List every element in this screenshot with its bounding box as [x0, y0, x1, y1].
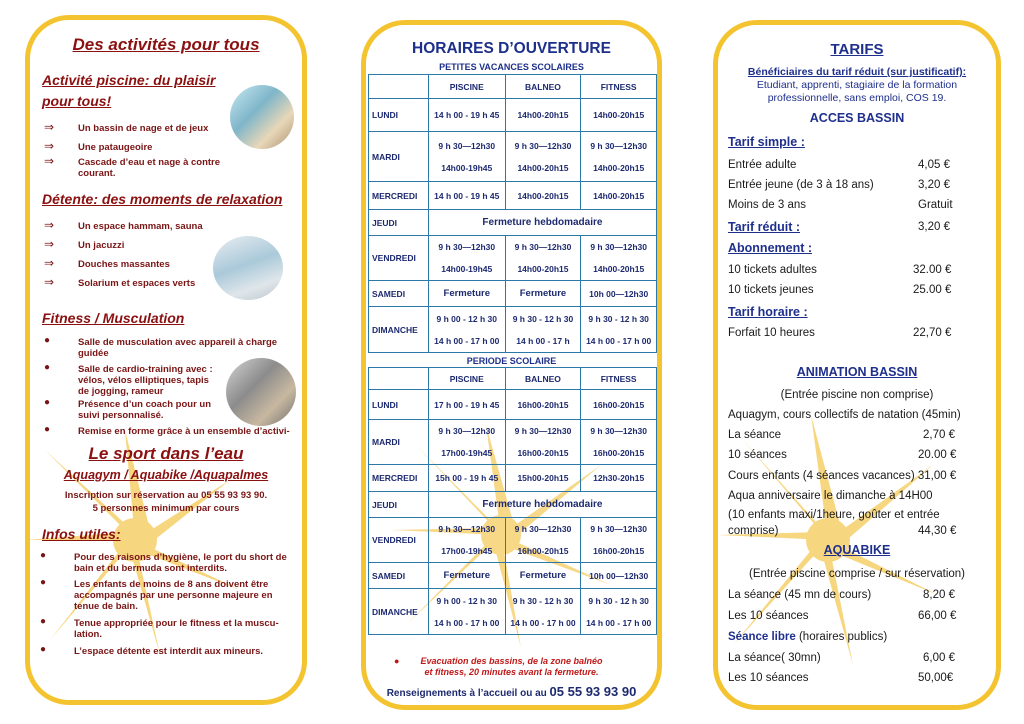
price-value: 3,20 €: [918, 221, 950, 233]
hours-cell: 14 h 00 - 17 h: [516, 335, 570, 346]
subscription-heading: Abonnement :: [728, 241, 813, 255]
closure-cell: Fermeture: [428, 281, 505, 307]
info-item-3-line1: Tenue appropriée pour le fitness et la muscu-: [74, 618, 279, 629]
pool-photo: [230, 85, 294, 149]
price-label: Moins de 3 ans: [728, 199, 806, 211]
hours-cell: 9 h 30—12h30: [514, 140, 572, 151]
column-header: PISCINE: [428, 75, 505, 99]
hours-cell: 16h00-20h15: [517, 546, 569, 556]
price-label: Les 10 séances: [728, 672, 809, 684]
aqua-birthday-label: Aqua anniversaire le dimanche à 14H00: [728, 490, 933, 502]
hours-cell: 9 h 30 - 12 h 30: [512, 313, 574, 324]
aquagym-label: Aquagym, cours collectifs de natation (45min): [728, 409, 961, 421]
price-value: 20.00 €: [918, 449, 957, 461]
price-label: 10 séances: [728, 449, 787, 461]
hours-cell: 10h 00—12h30: [581, 281, 657, 307]
price-label: La séance( 30mn): [728, 652, 821, 664]
bullet-icon: ●: [44, 397, 51, 408]
hours-cell: 14h00-20h15: [505, 182, 581, 210]
price-label: Entrée adulte: [728, 159, 797, 171]
column-header: BALNEO: [505, 75, 581, 99]
bullet-icon: ●: [394, 656, 400, 666]
price-value: 8,20 €: [923, 589, 955, 601]
day-label: JEUDI: [369, 492, 429, 518]
price-label: La séance (45 mn de cours): [728, 589, 872, 601]
contact-line: [366, 684, 657, 699]
hours-cell: 9 h 30—12h30: [514, 524, 572, 534]
hours-cell: 9 h 30—12h30: [438, 140, 496, 151]
column-header: PISCINE: [428, 368, 505, 390]
info-item-2-line2: accompagnés par une personne majeure en: [74, 590, 273, 601]
aqua-birthday-detail-line2: comprise): [728, 525, 779, 537]
day-label: VENDREDI: [369, 236, 429, 281]
prices-title: TARIFS: [830, 41, 884, 58]
arrow-icon: ⇒: [44, 218, 55, 232]
pool-heading-line2: pour tous!: [42, 93, 112, 109]
info-item-2-line3: tenue de bain.: [74, 601, 138, 612]
pool-item-1: Un bassin de nage et de jeux: [78, 123, 209, 134]
table-row: [369, 281, 657, 307]
hours-cell: 9 h 30—12h30: [438, 426, 496, 436]
pool-animation-note: (Entrée piscine non comprise): [780, 389, 934, 401]
relax-item-2: Un jacuzzi: [78, 240, 125, 251]
table-row: [369, 465, 657, 492]
hours-cell: 15h00-20h15: [505, 465, 581, 492]
day-label: MERCREDI: [369, 182, 429, 210]
price-value: 2,70 €: [923, 429, 955, 441]
column-header: BALNEO: [505, 368, 581, 390]
hours-cell: 9 h 30—12h30: [590, 426, 648, 436]
holiday-hours-table: [368, 74, 657, 353]
table-header-row: [369, 368, 657, 390]
bullet-icon: ●: [44, 424, 51, 435]
evacuation-note-line1: Evacuation des bassins, de la zone balnéo: [420, 656, 603, 666]
table-row: [369, 307, 657, 353]
price-value: 22,70 €: [913, 327, 952, 339]
relax-item-1: Un espace hammam, sauna: [78, 221, 203, 232]
hours-cell: 14h00-20h15: [505, 99, 581, 132]
hours-cell: 15h 00 - 19 h 45: [428, 465, 505, 492]
day-label: MARDI: [369, 420, 429, 465]
hours-title: HORAIRES D’OUVERTURE: [412, 40, 611, 57]
pool-access-heading: ACCES BASSIN: [809, 111, 905, 125]
price-value: 66,00 €: [918, 610, 957, 622]
pool-item-2: Une pataugeoire: [78, 142, 153, 153]
prices-panel: [713, 20, 1001, 710]
fitness-item-2-line3: de jogging, rameur: [78, 386, 164, 397]
day-label: DIMANCHE: [369, 307, 429, 353]
price-label: La séance: [728, 429, 782, 441]
aqua-birthday-detail-line1: (10 enfants maxi/1heure, goûter et entrée: [728, 509, 940, 521]
arrow-icon: ⇒: [44, 120, 55, 134]
relax-item-3: Douches massantes: [78, 259, 170, 270]
info-item-3-line2: lation.: [74, 629, 102, 640]
relax-photo: [213, 236, 283, 300]
day-label: VENDREDI: [369, 518, 429, 563]
info-item-1-line2: bain et du bermuda sont interdits.: [74, 563, 228, 574]
price-value: 32.00 €: [913, 264, 952, 276]
price-value: 44,30 €: [918, 525, 957, 537]
pool-item-3: Cascade d’eau et nage à contre: [78, 157, 221, 168]
minimum-text: 5 personnes minimum par cours: [92, 503, 240, 514]
bullet-icon: ●: [40, 644, 47, 655]
hours-cell: 9 h 30—12h30: [438, 524, 496, 534]
closure-cell: Fermeture hebdomadaire: [428, 210, 656, 236]
day-label: SAMEDI: [369, 281, 429, 307]
arrow-icon: ⇒: [44, 139, 55, 153]
hours-cell: 17 h 00 - 19 h 45: [428, 390, 505, 420]
reduced-beneficiaries-line2: professionnelle, sans emploi, COS 19.: [767, 92, 947, 104]
hourly-rate-heading: Tarif horaire :: [728, 305, 808, 319]
hours-cell: 14 h 00 - 19 h 45: [428, 99, 505, 132]
price-value: 50,00€: [918, 672, 954, 684]
hours-cell: 9 h 30—12h30: [590, 524, 648, 534]
fitness-heading: Fitness / Musculation: [42, 310, 185, 326]
fitness-item-1-line2: guidée: [78, 348, 109, 359]
school-hours-table: [368, 367, 657, 635]
price-value: 4,05 €: [918, 159, 950, 171]
price-value: 3,20 €: [918, 179, 950, 191]
hours-cell: 14h00-19h45: [441, 162, 493, 173]
hours-cell: 9 h 00 - 12 h 30: [436, 313, 497, 324]
arrow-icon: ⇒: [44, 275, 55, 289]
hours-cell: 14h00-20h15: [581, 99, 657, 132]
hours-cell: 9 h 30 - 12 h 30: [588, 313, 649, 324]
hours-cell: 9 h 00 - 12 h 30: [436, 595, 497, 606]
closure-cell: Fermeture hebdomadaire: [428, 492, 656, 518]
arrow-icon: ⇒: [44, 256, 55, 270]
day-label: LUNDI: [369, 390, 429, 420]
school-table-title: PERIODE SCOLAIRE: [466, 356, 557, 366]
price-label: 10 tickets jeunes: [728, 284, 814, 296]
hours-cell: 16h00-20h15: [505, 390, 581, 420]
simple-rate-heading: Tarif simple :: [728, 135, 805, 149]
hours-cell: 14 h 00 - 19 h 45: [428, 182, 505, 210]
pool-animation-heading: ANIMATION BASSIN: [796, 365, 918, 379]
table-row: [369, 99, 657, 132]
contact-phone: 05 55 93 93 90: [549, 684, 637, 699]
price-label: Les 10 séances: [728, 610, 809, 622]
evacuation-note-line2: et fitness, 20 minutes avant la fermeture.: [424, 667, 599, 677]
hours-cell: 9 h 30—12h30: [514, 242, 572, 252]
hours-cell: 14 h 00 - 17 h 00: [586, 617, 652, 628]
closure-cell: Fermeture: [505, 281, 581, 307]
hours-cell: 14h00-20h15: [593, 264, 645, 274]
hours-cell: 9 h 30—12h30: [590, 140, 648, 151]
price-label: Entrée jeune (de 3 à 18 ans): [728, 179, 874, 191]
fitness-item-3-line1: Présence d’un coach pour un: [78, 399, 212, 410]
hours-cell: 9 h 30—12h30: [438, 242, 496, 252]
hours-cell: 14 h 00 - 17 h 00: [434, 335, 500, 346]
table-row: [369, 390, 657, 420]
bullet-icon: ●: [44, 362, 51, 373]
bullet-icon: ●: [40, 616, 47, 627]
table-header-row: [369, 75, 657, 99]
fitness-item-1-line1: Salle de musculation avec appareil à charge: [78, 337, 278, 348]
free-session-heading: Séance libre: [728, 631, 796, 643]
hours-cell: 9 h 30—12h30: [590, 242, 648, 252]
water-sport-heading: Le sport dans l’eau: [88, 444, 244, 463]
contact-label: Renseignements à l’accueil ou au: [386, 688, 547, 699]
day-label: MARDI: [369, 132, 429, 182]
hours-cell: 16h00-20h15: [517, 448, 569, 458]
table-row: [369, 236, 657, 281]
table-row: [369, 518, 657, 563]
fitness-item-4: Remise en forme grâce à un ensemble d’activi-: [78, 426, 290, 437]
hours-cell: 14h00-20h15: [581, 182, 657, 210]
fitness-item-2-line1: Salle de cardio-training avec :: [78, 364, 213, 375]
info-item-2-line1: Les enfants de moins de 8 ans doivent être: [74, 579, 269, 590]
day-label: MERCREDI: [369, 465, 429, 492]
hours-cell: 9 h 30—12h30: [514, 426, 572, 436]
info-item-1-line1: Pour des raisons d’hygiène, le port du short de: [74, 552, 287, 563]
fitness-item-3-line2: suivi personnalisé.: [78, 410, 164, 421]
price-value: 25.00 €: [913, 284, 952, 296]
hours-cell: 14h00-19h45: [441, 264, 493, 274]
hours-cell: 14 h 00 - 17 h 00: [510, 617, 576, 628]
table-row: [369, 420, 657, 465]
price-label: 10 tickets adultes: [728, 264, 817, 276]
price-label: Forfait 10 heures: [728, 327, 815, 339]
hours-panel: [361, 20, 662, 710]
relax-item-4: Solarium et espaces verts: [78, 278, 196, 289]
aquabike-heading: AQUABIKE: [823, 543, 891, 557]
table-row: [369, 563, 657, 589]
bullet-icon: ●: [40, 577, 47, 588]
info-heading: Infos utiles:: [42, 526, 121, 542]
arrow-icon: ⇒: [44, 237, 55, 251]
day-label: LUNDI: [369, 99, 429, 132]
info-item-4: L’espace détente est interdit aux mineurs.: [74, 646, 264, 657]
holiday-table-title: PETITES VACANCES SCOLAIRES: [439, 62, 584, 72]
hours-cell: 14 h 00 - 17 h 00: [586, 335, 652, 346]
price-value: Gratuit: [918, 199, 953, 211]
table-row: [369, 492, 657, 518]
table-row: [369, 182, 657, 210]
hours-cell: 14 h 00 - 17 h 00: [434, 617, 500, 628]
hours-cell: 9 h 30 - 12 h 30: [588, 595, 649, 606]
inscription-text: Inscription sur réservation au 05 55 93 93 90.: [64, 490, 268, 501]
hours-cell: 17h00-19h45: [441, 546, 493, 556]
water-sport-subtitle: Aquagym / Aquabike /Aquapalmes: [63, 468, 269, 482]
table-row: [369, 210, 657, 236]
day-label: DIMANCHE: [369, 589, 429, 635]
reduced-beneficiaries-line1: Etudiant, apprenti, stagiaire de la formation: [756, 79, 958, 91]
relax-heading: Détente: des moments de relaxation: [42, 191, 283, 207]
fitness-item-2-line2: vélos, vélos elliptiques, tapis: [78, 375, 209, 386]
hours-cell: 16h00-20h15: [593, 448, 645, 458]
hours-cell: 14h00-20h15: [517, 264, 569, 274]
day-label: JEUDI: [369, 210, 429, 236]
kids-lessons-label: Cours enfants (4 séances vacances) 31,00 €: [728, 470, 957, 482]
pool-item-3b: courant.: [78, 168, 116, 179]
table-row: [369, 132, 657, 182]
arrow-icon: ⇒: [44, 154, 55, 168]
bullet-icon: ●: [40, 550, 47, 561]
pool-heading-line1: Activité piscine: du plaisir: [42, 72, 216, 88]
column-header: FITNESS: [581, 368, 657, 390]
closure-cell: Fermeture: [428, 563, 505, 589]
day-label: SAMEDI: [369, 563, 429, 589]
activities-title: Des activités pour tous: [72, 35, 260, 54]
hours-cell: 9 h 30 - 12 h 30: [512, 595, 574, 606]
closure-cell: Fermeture: [505, 563, 581, 589]
hours-cell: 10h 00—12h30: [581, 563, 657, 589]
activities-panel: [25, 15, 307, 705]
free-session-line: [728, 631, 887, 643]
price-value: 6,00 €: [923, 652, 955, 664]
aquabike-note: (Entrée piscine comprise / sur réservation): [748, 568, 966, 580]
hours-cell: 14h00-20h15: [517, 162, 569, 173]
reduced-beneficiaries-heading: Bénéficiaires du tarif réduit (sur justificatif):: [747, 66, 967, 78]
hours-cell: 12h30-20h15: [581, 465, 657, 492]
hours-cell: 16h00-20h15: [593, 546, 645, 556]
reduced-rate-heading: Tarif réduit :: [728, 220, 800, 234]
hours-cell: 16h00-20h15: [581, 390, 657, 420]
hours-cell: 17h00-19h45: [441, 448, 493, 458]
bullet-icon: ●: [44, 335, 51, 346]
column-header: FITNESS: [581, 75, 657, 99]
free-session-note: (horaires publics): [798, 631, 888, 643]
gym-photo: [226, 358, 296, 426]
hours-cell: 14h00-20h15: [593, 162, 645, 173]
table-row: [369, 589, 657, 635]
